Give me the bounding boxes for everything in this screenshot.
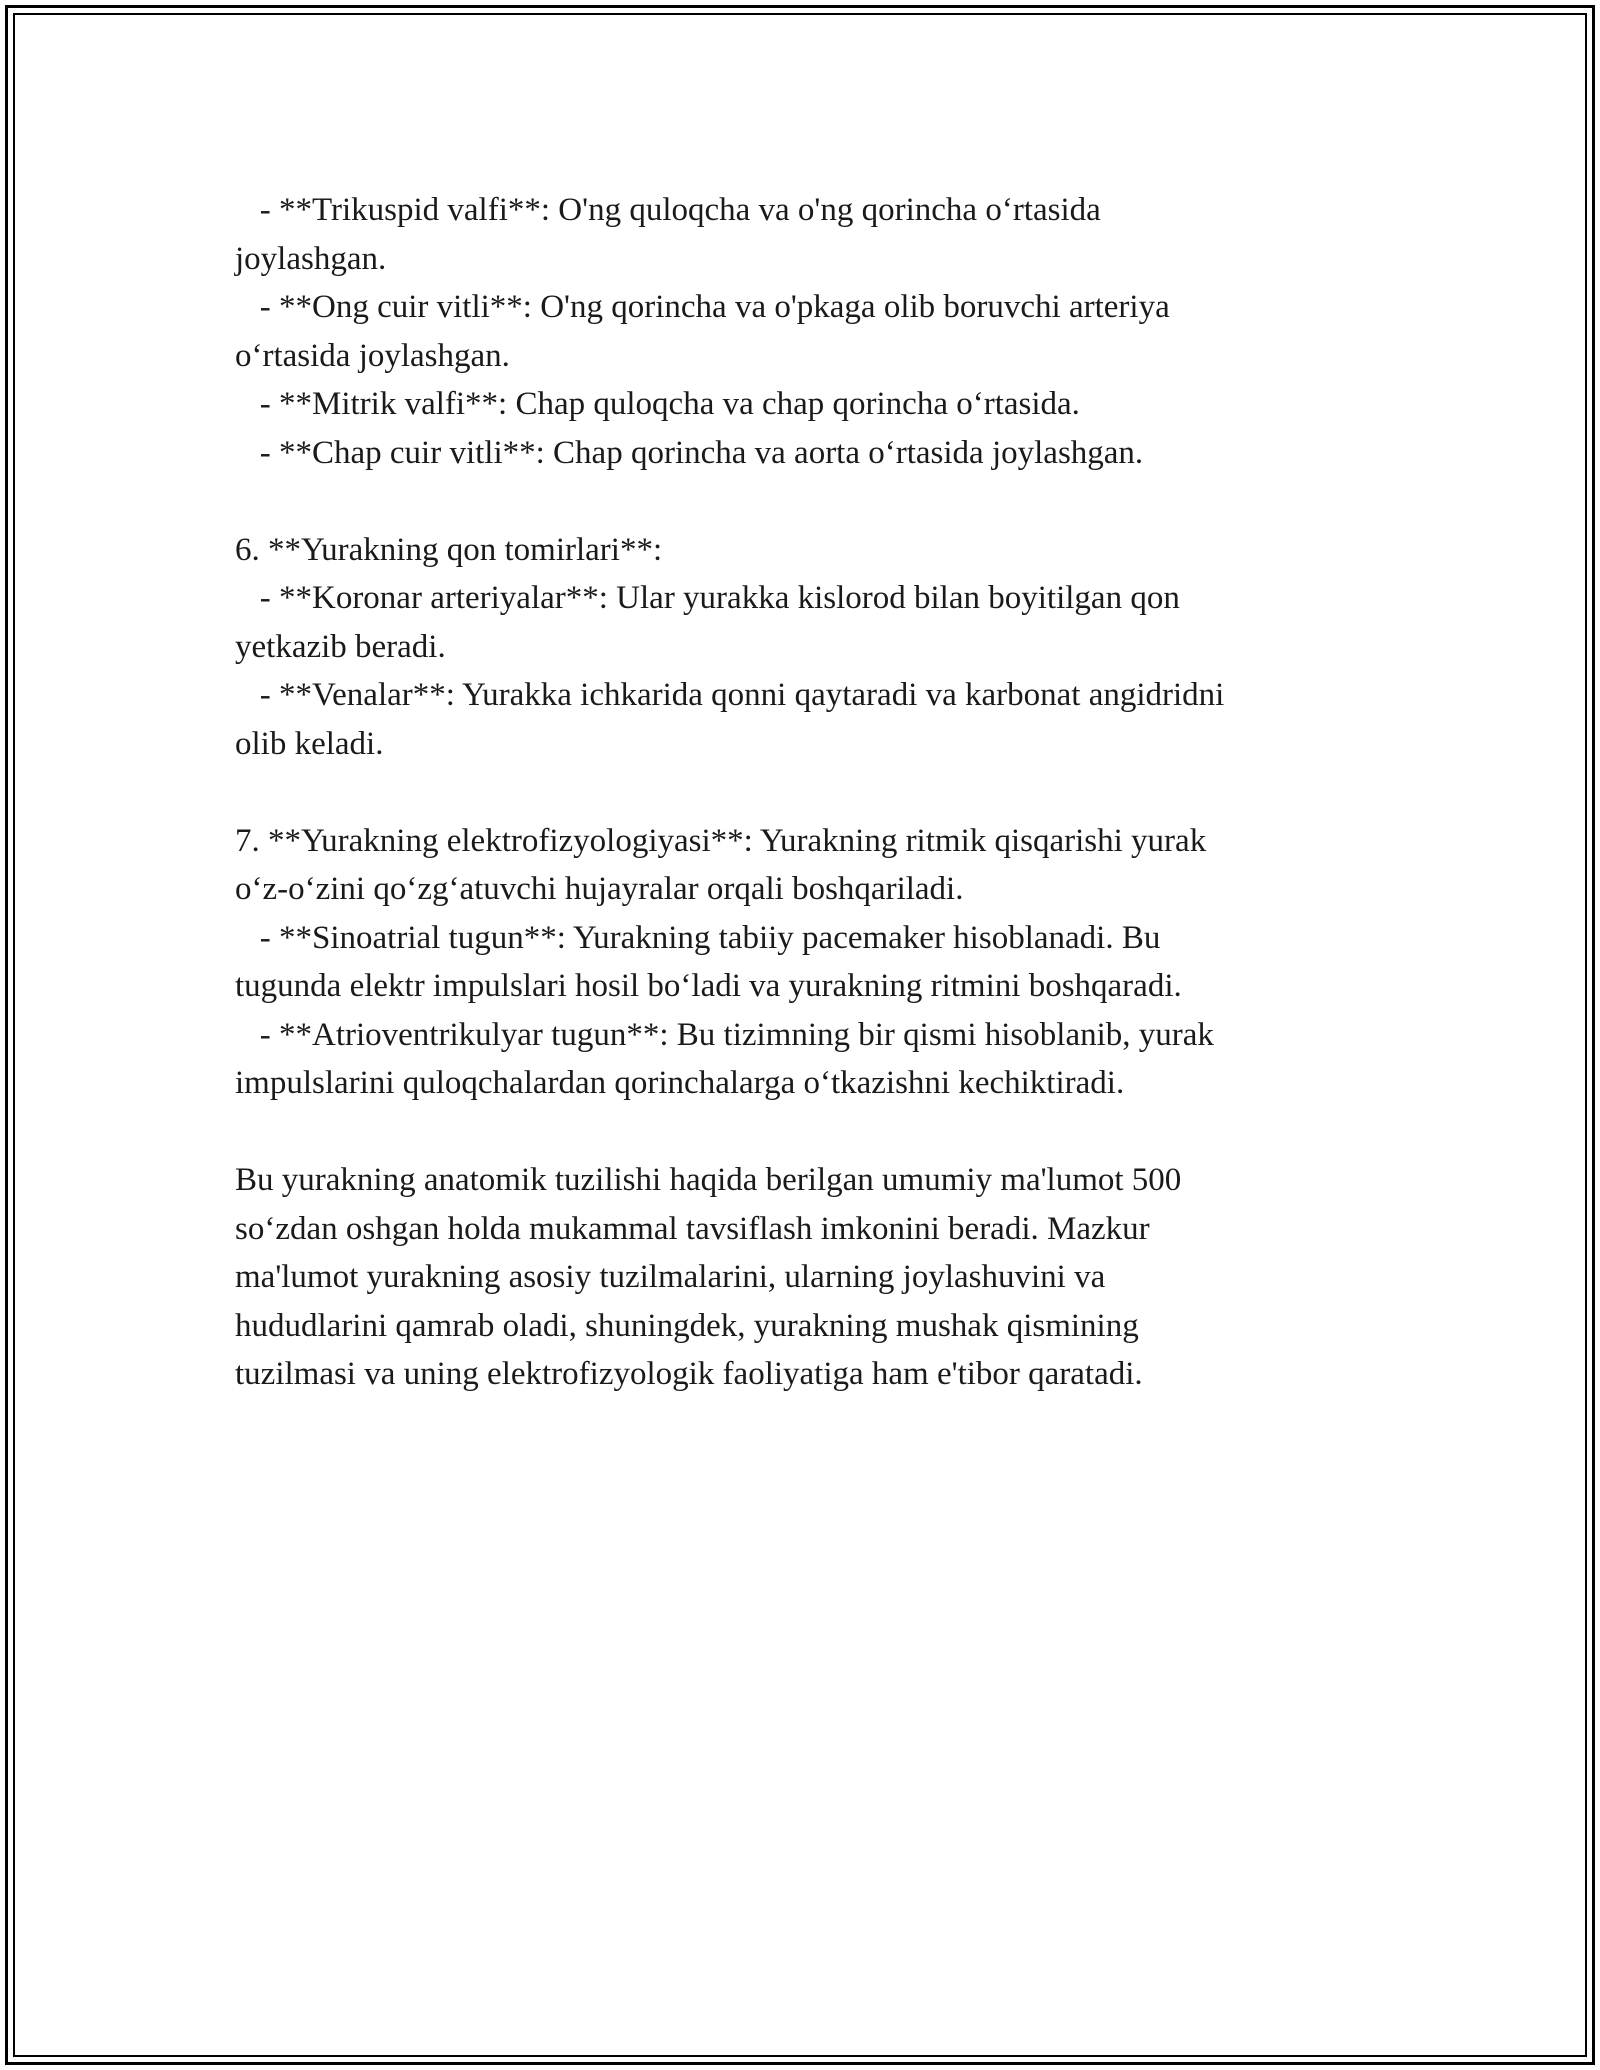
section-heading: 7. **Yurakning elektrofizyologiyasi**: Yurakning ritmik qisqarishi yurak	[235, 822, 1207, 859]
text-line: o‘rtasida joylashgan.	[235, 337, 510, 374]
paragraph-gap	[235, 768, 1365, 817]
summary-line: hududlarini qamrab oladi, shuningdek, yurakning mushak qismining	[235, 1307, 1139, 1344]
text-line: - **Mitrik valfi**: Chap quloqcha va chap qorincha o‘rtasida.	[235, 386, 1080, 422]
text-line: olib keladi.	[235, 725, 384, 762]
summary-line: ma'lumot yurakning asosiy tuzilmalarini, ularning joylashuvini va	[235, 1259, 1106, 1295]
text-line: - **Koronar arteriyalar**: Ular yurakka kislorod bilan boyitilgan qon	[235, 580, 1180, 616]
text-line: - **Sinoatrial tugun**: Yurakning tabiiy pacemaker hisoblanadi. Bu	[235, 919, 1161, 956]
text-line: - **Chap cuir vitli**: Chap qorincha va aorta o‘rtasida joylashgan.	[235, 434, 1144, 471]
text-line: joylashgan.	[235, 240, 387, 277]
paragraph-gap	[235, 1108, 1365, 1157]
text-line: - **Venalar**: Yurakka ichkarida qonni qaytaradi va karbonat angidridni	[235, 677, 1225, 713]
summary-line: tuzilmasi va uning elektrofizyologik faoliyatiga ham e'tibor qaratadi.	[235, 1356, 1143, 1392]
text-line: - **Atrioventrikulyar tugun**: Bu tizimning bir qismi hisoblanib, yurak	[235, 1016, 1214, 1053]
document-body	[235, 186, 1365, 1399]
text-line: - **Trikuspid valfi**: O'ng quloqcha va o'ng qorincha o‘rtasida	[235, 192, 1101, 228]
summary-line: Bu yurakning anatomik tuzilishi haqida berilgan umumiy ma'lumot 500	[235, 1162, 1182, 1198]
text-line: - **Ong cuir vitli**: O'ng qorincha va o'pkaga olib boruvchi arteriya	[235, 289, 1170, 325]
paragraph-gap	[235, 477, 1365, 526]
text-line: o‘z-o‘zini qo‘zg‘atuvchi hujayralar orqali boshqariladi.	[235, 871, 964, 907]
text-line: yetkazib beradi.	[235, 628, 446, 665]
summary-line: so‘zdan oshgan holda mukammal tavsiflash imkonini beradi. Mazkur	[235, 1210, 1150, 1247]
text-line: impulslarini quloqchalardan qorinchalarga o‘tkazishni kechiktiradi.	[235, 1065, 1125, 1101]
text-line: tugunda elektr impulslari hosil bo‘ladi va yurakning ritmini boshqaradi.	[235, 968, 1182, 1004]
section-heading: 6. **Yurakning qon tomirlari**:	[235, 531, 663, 568]
